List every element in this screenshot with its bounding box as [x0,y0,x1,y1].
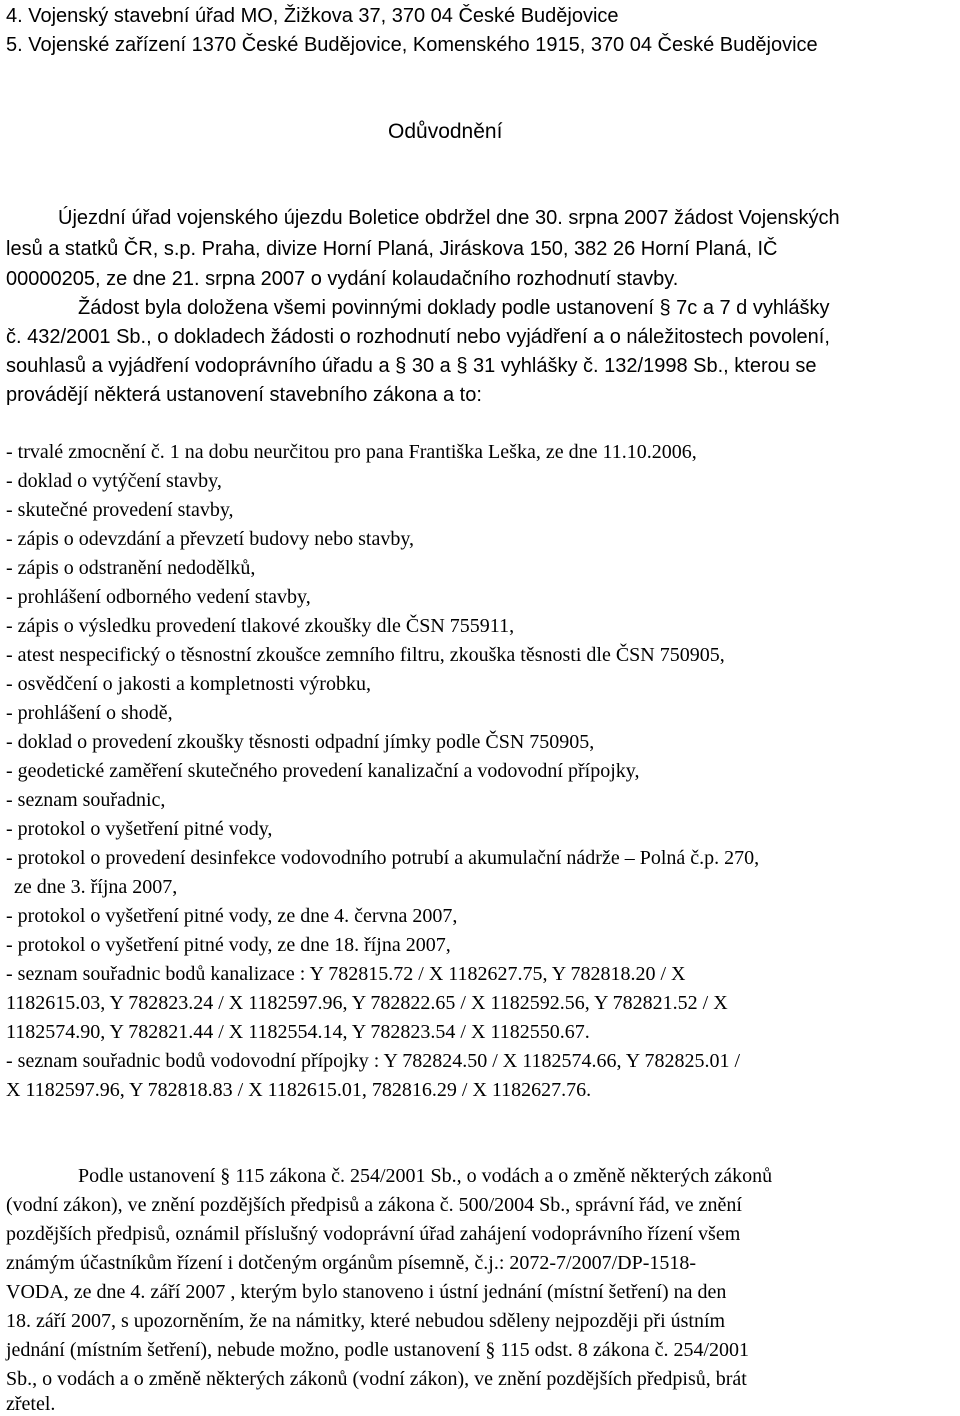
list-item: X 1182597.96, Y 782818.83 / X 1182615.01, 782816.29 / X 1182627.76. [6,1079,592,1101]
recipient-line: 4. Vojenský stavební úřad MO, Žižkova 37, 370 04 České Budějovice [6,5,619,27]
list-item: - protokol o provedení desinfekce vodovodního potrubí a akumulační nádrže – Polná č.p. 270, [6,847,760,869]
list-item: - doklad o provedení zkoušky těsnosti odpadní jímky podle ČSN 750905, [6,731,595,753]
list-item: - zápis o odstranění nedodělků, [6,557,256,579]
paragraph-line: jednání (místním šetření), nebude možno, podle ustanovení § 115 odst. 8 zákona č. 254/2001 [6,1339,749,1361]
paragraph-line: souhlasů a vyjádření vodoprávního úřadu a § 30 a § 31 vyhlášky č. 132/1998 Sb., kterou se [6,355,817,377]
list-item: - zápis o odevzdání a převzetí budovy nebo stavby, [6,528,415,550]
paragraph-line: (vodní zákon), ve znění pozdějších předpisů a zákona č. 500/2004 Sb., správní řád, ve znění [6,1194,742,1216]
recipient-line: 5. Vojenské zařízení 1370 České Budějovice, Komenského 1915, 370 04 České Budějovice [6,34,818,56]
list-item: - seznam souřadnic bodů kanalizace : Y 782815.72 / X 1182627.75, Y 782818.20 / X [6,963,686,985]
list-item: - atest nespecifický o těsnostní zkoušce zemního filtru, zkouška těsnosti dle ČSN 750905, [6,644,725,666]
paragraph-line: pozdějších předpisů, oznámil příslušný vodoprávní úřad zahájení vodoprávního řízení všem [6,1223,741,1245]
list-item: - geodetické zaměření skutečného provedení kanalizační a vodovodní přípojky, [6,760,640,782]
list-item: - prohlášení o shodě, [6,702,173,724]
paragraph-line: provádějí některá ustanovení stavebního zákona a to: [6,384,482,406]
paragraph-line: 18. září 2007, s upozorněním, že na námitky, které nebudou sděleny nejpozději při ústním [6,1310,726,1332]
paragraph-line: VODA, ze dne 4. září 2007 , kterým bylo stanoveno i ústní jednání (místní šetření) na den [6,1281,727,1303]
list-item: - prohlášení odborného vedení stavby, [6,586,311,608]
list-item: 1182574.90, Y 782821.44 / X 1182554.14, Y 782823.54 / X 1182550.67. [6,1021,590,1043]
list-item: - trvalé zmocnění č. 1 na dobu neurčitou pro pana Františka Leška, ze dne 11.10.2006, [6,441,697,463]
list-item: ze dne 3. října 2007, [14,876,178,898]
list-item: - protokol o vyšetření pitné vody, ze dne 4. června 2007, [6,905,458,927]
paragraph-line: známým účastníkům řízení i dotčeným orgánům písemně, č.j.: 2072-7/2007/DP-1518- [6,1252,697,1274]
list-item: - osvědčení o jakosti a kompletnosti výrobku, [6,673,371,695]
list-item: - protokol o vyšetření pitné vody, ze dne 18. října 2007, [6,934,451,956]
paragraph-line: Žádost byla doložena všemi povinnými doklady podle ustanovení § 7c a 7 d vyhlášky [78,297,830,319]
paragraph-line: č. 432/2001 Sb., o dokladech žádosti o rozhodnutí nebo vyjádření a o náležitostech povolení, [6,326,830,348]
paragraph-line: 00000205, ze dne 21. srpna 2007 o vydání kolaudačního rozhodnutí stavby. [6,268,679,290]
list-item: - protokol o vyšetření pitné vody, [6,818,273,840]
paragraph-line: Újezdní úřad vojenského újezdu Boletice obdržel dne 30. srpna 2007 žádost Vojenských [58,207,840,229]
paragraph-line: zřetel. [6,1393,56,1415]
paragraph-line: lesů a statků ČR, s.p. Praha, divize Horní Planá, Jiráskova 150, 382 26 Horní Planá, IČ [6,238,778,260]
paragraph-line: Podle ustanovení § 115 zákona č. 254/2001 Sb., o vodách a o změně některých zákonů [78,1165,773,1187]
list-item: - zápis o výsledku provedení tlakové zkoušky dle ČSN 755911, [6,615,515,637]
list-item: - seznam souřadnic bodů vodovodní přípojky : Y 782824.50 / X 1182574.66, Y 782825.01 / [6,1050,741,1072]
list-item: 1182615.03, Y 782823.24 / X 1182597.96, Y 782822.65 / X 1182592.56, Y 782821.52 / X [6,992,728,1014]
list-item: - skutečné provedení stavby, [6,499,234,521]
section-heading: Odůvodnění [388,120,503,143]
list-item: - seznam souřadnic, [6,789,166,811]
paragraph-line: Sb., o vodách a o změně některých zákonů (vodní zákon), ve znění pozdějších předpisů, brát [6,1368,747,1390]
list-item: - doklad o vytýčení stavby, [6,470,222,492]
